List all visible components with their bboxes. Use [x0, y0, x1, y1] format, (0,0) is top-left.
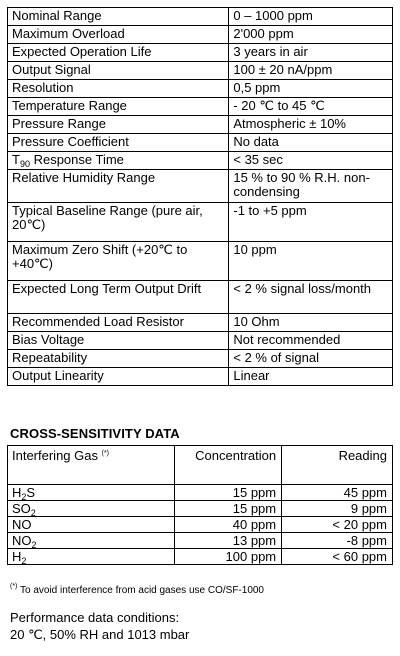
- spec-label: Bias Voltage: [8, 332, 229, 350]
- spec-value: 3 years in air: [229, 44, 393, 62]
- spec-value: 2'000 ppm: [229, 26, 393, 44]
- spec-value: - 20 ℃ to 45 ℃: [229, 98, 393, 116]
- footnote-text: To avoid interference from acid gases use CO/SF-1000: [17, 585, 264, 596]
- header-reading: Reading: [282, 446, 393, 485]
- table-row: [8, 501, 393, 517]
- spec-label: Maximum Overload: [8, 26, 229, 44]
- t90-suffix: Response Time: [29, 152, 124, 167]
- header-interfering-gas: [8, 446, 175, 485]
- concentration-cell: 100 ppm: [175, 549, 282, 565]
- spec-value: 10 Ohm: [229, 314, 393, 332]
- gas-formula: NO: [12, 533, 32, 548]
- spec-value: 10 ppm: [229, 242, 393, 281]
- gas-formula-tail: S: [26, 485, 36, 500]
- spec-row: [8, 134, 393, 152]
- gas-formula: H: [12, 549, 22, 564]
- gas-subscript: 2: [21, 556, 27, 566]
- table-row: [8, 533, 393, 549]
- reading-cell: 9 ppm: [282, 501, 393, 517]
- spec-value: < 2 % of signal: [229, 350, 393, 368]
- spec-row: [8, 170, 393, 203]
- gas-cell: [8, 501, 175, 517]
- spec-row: [8, 116, 393, 134]
- concentration-cell: 40 ppm: [175, 517, 282, 533]
- spec-value: 0,5 ppm: [229, 80, 393, 98]
- spec-row: [8, 242, 393, 281]
- spec-label: Recommended Load Resistor: [8, 314, 229, 332]
- performance-conditions-heading: Performance data conditions:: [10, 610, 180, 625]
- spec-value: Not recommended: [229, 332, 393, 350]
- header-gas-footnote-mark: (*): [101, 450, 110, 457]
- reading-cell: < 60 ppm: [282, 549, 393, 565]
- spec-row: [8, 8, 393, 26]
- performance-conditions: [10, 609, 189, 643]
- cross-sensitivity-title: CROSS-SENSITIVITY DATA: [10, 426, 180, 441]
- reading-cell: -8 ppm: [282, 533, 393, 549]
- spec-label: Output Signal: [8, 62, 229, 80]
- cross-sensitivity-table: [7, 445, 393, 565]
- spec-value: 15 % to 90 % R.H. non-condensing: [229, 170, 393, 203]
- spec-row: [8, 203, 393, 242]
- spec-value: Atmospheric ± 10%: [229, 116, 393, 134]
- header-gas-label: Interfering Gas: [12, 448, 98, 463]
- footnote: [10, 585, 264, 596]
- spec-label: Nominal Range: [8, 8, 229, 26]
- spec-label: Expected Long Term Output Drift: [8, 281, 229, 314]
- gas-subscript: 2: [31, 540, 37, 550]
- gas-cell: [8, 485, 175, 501]
- gas-formula: NO: [12, 517, 32, 532]
- table-header-row: [8, 446, 393, 485]
- header-concentration: Concentration: [175, 446, 282, 485]
- gas-subscript: 2: [30, 508, 36, 518]
- spec-row: [8, 44, 393, 62]
- spec-label: Output Linearity: [8, 368, 229, 386]
- gas-cell: [8, 549, 175, 565]
- gas-cell: [8, 533, 175, 549]
- specifications-table: [7, 7, 393, 386]
- spec-value: < 2 % signal loss/month: [229, 281, 393, 314]
- spec-row: [8, 152, 393, 170]
- concentration-cell: 15 ppm: [175, 485, 282, 501]
- spec-label: Temperature Range: [8, 98, 229, 116]
- spec-value: -1 to +5 ppm: [229, 203, 393, 242]
- table-row: [8, 549, 393, 565]
- spec-row: [8, 98, 393, 116]
- gas-formula: H: [12, 485, 22, 500]
- spec-value: < 35 sec: [229, 152, 393, 170]
- spec-label: Pressure Range: [8, 116, 229, 134]
- concentration-cell: 13 ppm: [175, 533, 282, 549]
- gas-formula: SO: [12, 501, 31, 516]
- t90-prefix: T: [12, 152, 20, 167]
- reading-cell: 45 ppm: [282, 485, 393, 501]
- table-row: [8, 517, 393, 533]
- spec-row: [8, 368, 393, 386]
- gas-subscript: 2: [21, 492, 27, 502]
- spec-label: Maximum Zero Shift (+20℃ to +40℃): [8, 242, 229, 281]
- spec-row: [8, 62, 393, 80]
- spec-label: Repeatability: [8, 350, 229, 368]
- t90-subscript: 90: [19, 159, 30, 169]
- spec-row: [8, 26, 393, 44]
- spec-row: [8, 314, 393, 332]
- spec-value: 100 ± 20 nA/ppm: [229, 62, 393, 80]
- spec-value: Linear: [229, 368, 393, 386]
- spec-label: Resolution: [8, 80, 229, 98]
- table-row: [8, 485, 393, 501]
- spec-row: [8, 80, 393, 98]
- footnote-mark: (*): [10, 583, 18, 590]
- spec-label: [8, 152, 229, 170]
- spec-row: [8, 281, 393, 314]
- concentration-cell: 15 ppm: [175, 501, 282, 517]
- spec-label: Pressure Coefficient: [8, 134, 229, 152]
- spec-label: Relative Humidity Range: [8, 170, 229, 203]
- spec-row: [8, 332, 393, 350]
- spec-row: [8, 350, 393, 368]
- spec-value: No data: [229, 134, 393, 152]
- spec-value: 0 – 1000 ppm: [229, 8, 393, 26]
- reading-cell: < 20 ppm: [282, 517, 393, 533]
- spec-label: Expected Operation Life: [8, 44, 229, 62]
- performance-conditions-values: 20 ℃, 50% RH and 1013 mbar: [10, 627, 190, 642]
- gas-cell: [8, 517, 175, 533]
- spec-label: Typical Baseline Range (pure air, 20℃): [8, 203, 229, 242]
